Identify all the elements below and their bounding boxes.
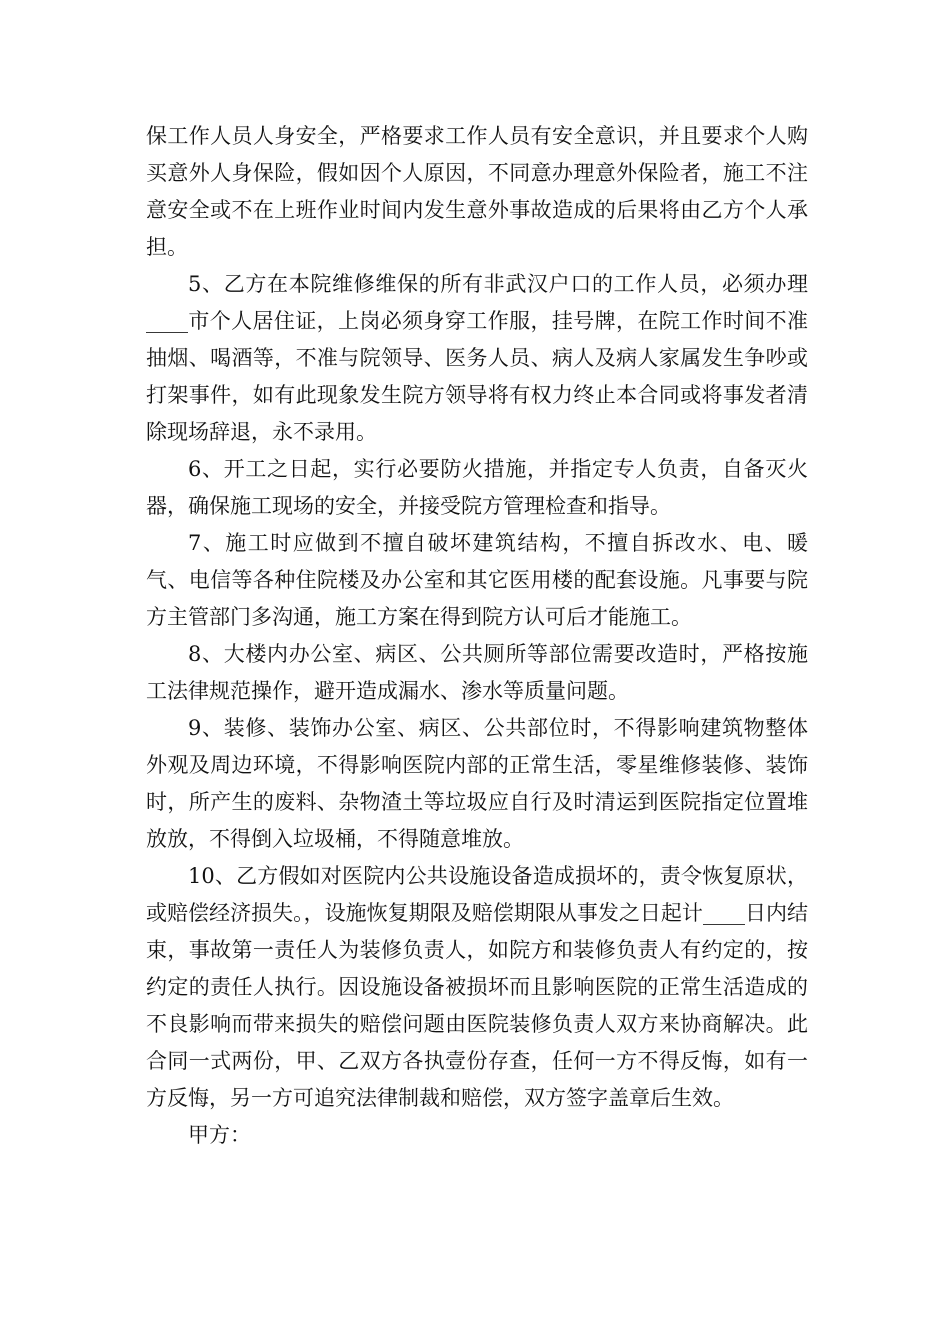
paragraph-clause-5: 5、乙方在本院维修维保的所有非武汉户口的工作人员，必须办理____市个人居住证，上岗必须身穿工作服，挂号牌，在院工作时间不准抽烟、喝酒等，不准与院领导、医务人员、病人及病人家属发生争吵或打架事件，如有此现象发生院方领导将有权力终止本合同或将事发者清除现场辞退，永不录用。: [146, 272, 808, 444]
paragraph-clause-10: 10、乙方假如对医院内公共设施设备造成损坏的，责令恢复原状，或赔偿经济损失。，设施恢复期限及赔偿期限从事发之日起计____日内结束，事故第一责任人为装修负责人，如院方和装修负责人有约定的，按约定的责任人执行。因设施设备被损坏而且影响医院的正常生活造成的不良影响而带来损失的赔偿问题由医院装修负责人双方来协商解决。此合同一式两份，甲、乙双方各执壹份存查，任何一方不得反悔，如有一方反悔，另一方可追究法律制裁和赔偿，双方签字盖章后生效。: [146, 864, 808, 1110]
paragraph-continuation: 保工作人员人身安全，严格要求工作人员有安全意识，并且要求个人购买意外人身保险，假如因个人原因，不同意办理意外保险者，施工不注意安全或不在上班作业时间内发生意外事故造成的后果将由乙方个人承担。: [146, 124, 808, 259]
paragraph-clause-8: 8、大楼内办公室、病区、公共厕所等部位需要改造时，严格按施工法律规范操作，避开造成漏水、渗水等质量问题。: [146, 642, 808, 703]
paragraph-clause-9: 9、装修、装饰办公室、病区、公共部位时，不得影响建筑物整体外观及周边环境，不得影响医院内部的正常生活，零星维修装修、装饰时，所产生的废料、杂物渣土等垃圾应自行及时清运到医院指定位置堆放放，不得倒入垃圾桶，不得随意堆放。: [146, 716, 808, 851]
document-page: [146, 118, 808, 1154]
paragraph-clause-6: 6、开工之日起，实行必要防火措施，并指定专人负责，自备灭火器，确保施工现场的安全，并接受院方管理检查和指导。: [146, 457, 808, 518]
signature-party-a-label: 甲方：: [188, 1123, 251, 1147]
paragraph-clause-7: 7、施工时应做到不擅自破坏建筑结构，不擅自拆改水、电、暖气、电信等各种住院楼及办公室和其它医用楼的配套设施。凡事要与院方主管部门多沟通，施工方案在得到院方认可后才能施工。: [146, 531, 808, 629]
